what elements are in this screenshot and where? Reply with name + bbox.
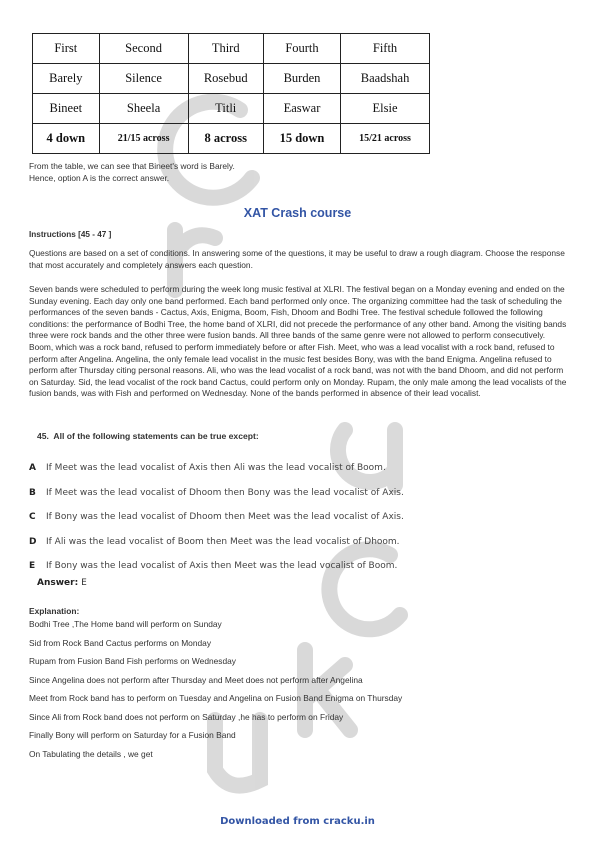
- question-text: All of the following statements can be true except:: [53, 431, 259, 441]
- table-row: [33, 34, 430, 64]
- table-cell: Easwar: [263, 94, 340, 124]
- option-d[interactable]: [29, 537, 400, 547]
- section-title: XAT Crash course: [243, 206, 352, 220]
- table-cell: 15/21 across: [341, 124, 430, 154]
- explanation-line: Bodhi Tree ,The Home band will perform on Sunday: [29, 619, 222, 629]
- footer-link[interactable]: Downloaded from cracku.in: [220, 816, 375, 827]
- explanation-line: Finally Bony will perform on Saturday for a Fusion Band: [29, 730, 236, 740]
- table-cell: Elsie: [341, 94, 430, 124]
- table-cell: Third: [188, 34, 263, 64]
- table-row: [33, 124, 430, 154]
- conclusion-line: Hence, option A is the correct answer.: [29, 173, 170, 183]
- table-cell: Silence: [99, 64, 188, 94]
- table-cell: 4 down: [33, 124, 100, 154]
- question-header: [37, 431, 259, 441]
- option-text: If Meet was the lead vocalist of Dhoom then Bony was the lead vocalist of Axis.: [46, 488, 404, 498]
- table-cell: Barely: [33, 64, 100, 94]
- option-letter: A: [29, 463, 36, 473]
- table-cell: Fourth: [263, 34, 340, 64]
- table-cell: 8 across: [188, 124, 263, 154]
- answer-table: [32, 33, 430, 154]
- option-text: If Bony was the lead vocalist of Axis then Meet was the lead vocalist of Boom.: [46, 561, 398, 571]
- explanation-heading: Explanation:: [29, 606, 80, 616]
- passage-paragraph: Seven bands were scheduled to perform during the week long music festival at XLRI. The festival began on a Monday evening and ended on the Sunday evening. Each day only one band performed. Each band performed only once. The organizing committee had the task of scheduling the performances of the seven bands - Cactus, Axis, Enigma, Boom, Fish, Dhoom and Bodhi Tree. The festival schedule followed the following conditions: the performance of Bodhi Tree, the home band of XLRI, did not precede the performance of any other band. Among the visiting bands three were rock bands and the other three were fusion bands. All three bands of the same genre were not allowed to perform consecutively. Boom, which was a rock band, refused to perform immediately before or after Fish. Meet, who was a lead vocalist with a rock band, refused to perform after Angelina. Angelina, the only female lead vocalist in the music fest besides Bony, was with the band Enigma. Angelina refused to perform after Thursday citing personal reasons. Ali, who was the lead vocalist of a rock band, was not with the band Dhoom, and did not perform on Saturday. Sid, the lead vocalist of the rock band Cactus, could perform only on Monday. Rupam, the only male among the lead vocalists of the fusion bands, was with Fish and performed on Wednesday. None of the bands performed in absence of their lead vocalist.: [29, 284, 567, 399]
- option-letter: D: [29, 537, 37, 547]
- table-cell: Rosebud: [188, 64, 263, 94]
- table-cell: Bineet: [33, 94, 100, 124]
- table-cell: Fifth: [341, 34, 430, 64]
- table-cell: Baadshah: [341, 64, 430, 94]
- option-e[interactable]: [29, 561, 397, 571]
- option-letter: B: [29, 488, 36, 498]
- option-b[interactable]: [29, 488, 404, 498]
- explanation-line: Since Angelina does not perform after Thursday and Meet does not perform after Angelina: [29, 675, 363, 685]
- table-cell: Burden: [263, 64, 340, 94]
- table-cell: Sheela: [99, 94, 188, 124]
- table-row: [33, 94, 430, 124]
- option-a[interactable]: [29, 463, 386, 473]
- conclusion-line: From the table, we can see that Bineet's word is Barely.: [29, 161, 235, 171]
- explanation-line: On Tabulating the details , we get: [29, 749, 153, 759]
- table-cell: 21/15 across: [99, 124, 188, 154]
- option-letter: E: [29, 561, 36, 571]
- option-c[interactable]: [29, 512, 404, 522]
- explanation-line: Sid from Rock Band Cactus performs on Monday: [29, 638, 212, 648]
- answer-line: [37, 578, 87, 588]
- table-cell: First: [33, 34, 100, 64]
- intro-paragraph: Questions are based on a set of conditions. In answering some of the questions, it may be useful to draw a rough diagram. Choose the response that most accurately and completely answers each question.: [29, 248, 565, 270]
- table-row: [33, 64, 430, 94]
- option-text: If Bony was the lead vocalist of Dhoom then Meet was the lead vocalist of Axis.: [46, 512, 404, 522]
- option-letter: C: [29, 512, 36, 522]
- explanation-line: Since Ali from Rock band does not perform on Saturday ,he has to perform on Friday: [29, 712, 344, 722]
- option-text: If Ali was the lead vocalist of Boom then Meet was the lead vocalist of Dhoom.: [46, 537, 400, 547]
- option-text: If Meet was the lead vocalist of Axis then Ali was the lead vocalist of Boom.: [46, 463, 386, 473]
- table-cell: Second: [99, 34, 188, 64]
- answer-label: Answer:: [37, 578, 79, 588]
- instructions-label: Instructions [45 - 47 ]: [29, 230, 112, 239]
- answer-value: E: [81, 578, 87, 588]
- question-number: 45.: [37, 431, 49, 441]
- table-cell: Titli: [188, 94, 263, 124]
- explanation-line: Meet from Rock band has to perform on Tuesday and Angelina on Fusion Band Enigma on Thursday: [29, 693, 403, 703]
- table-cell: 15 down: [263, 124, 340, 154]
- explanation-line: Rupam from Fusion Band Fish performs on Wednesday: [29, 656, 236, 666]
